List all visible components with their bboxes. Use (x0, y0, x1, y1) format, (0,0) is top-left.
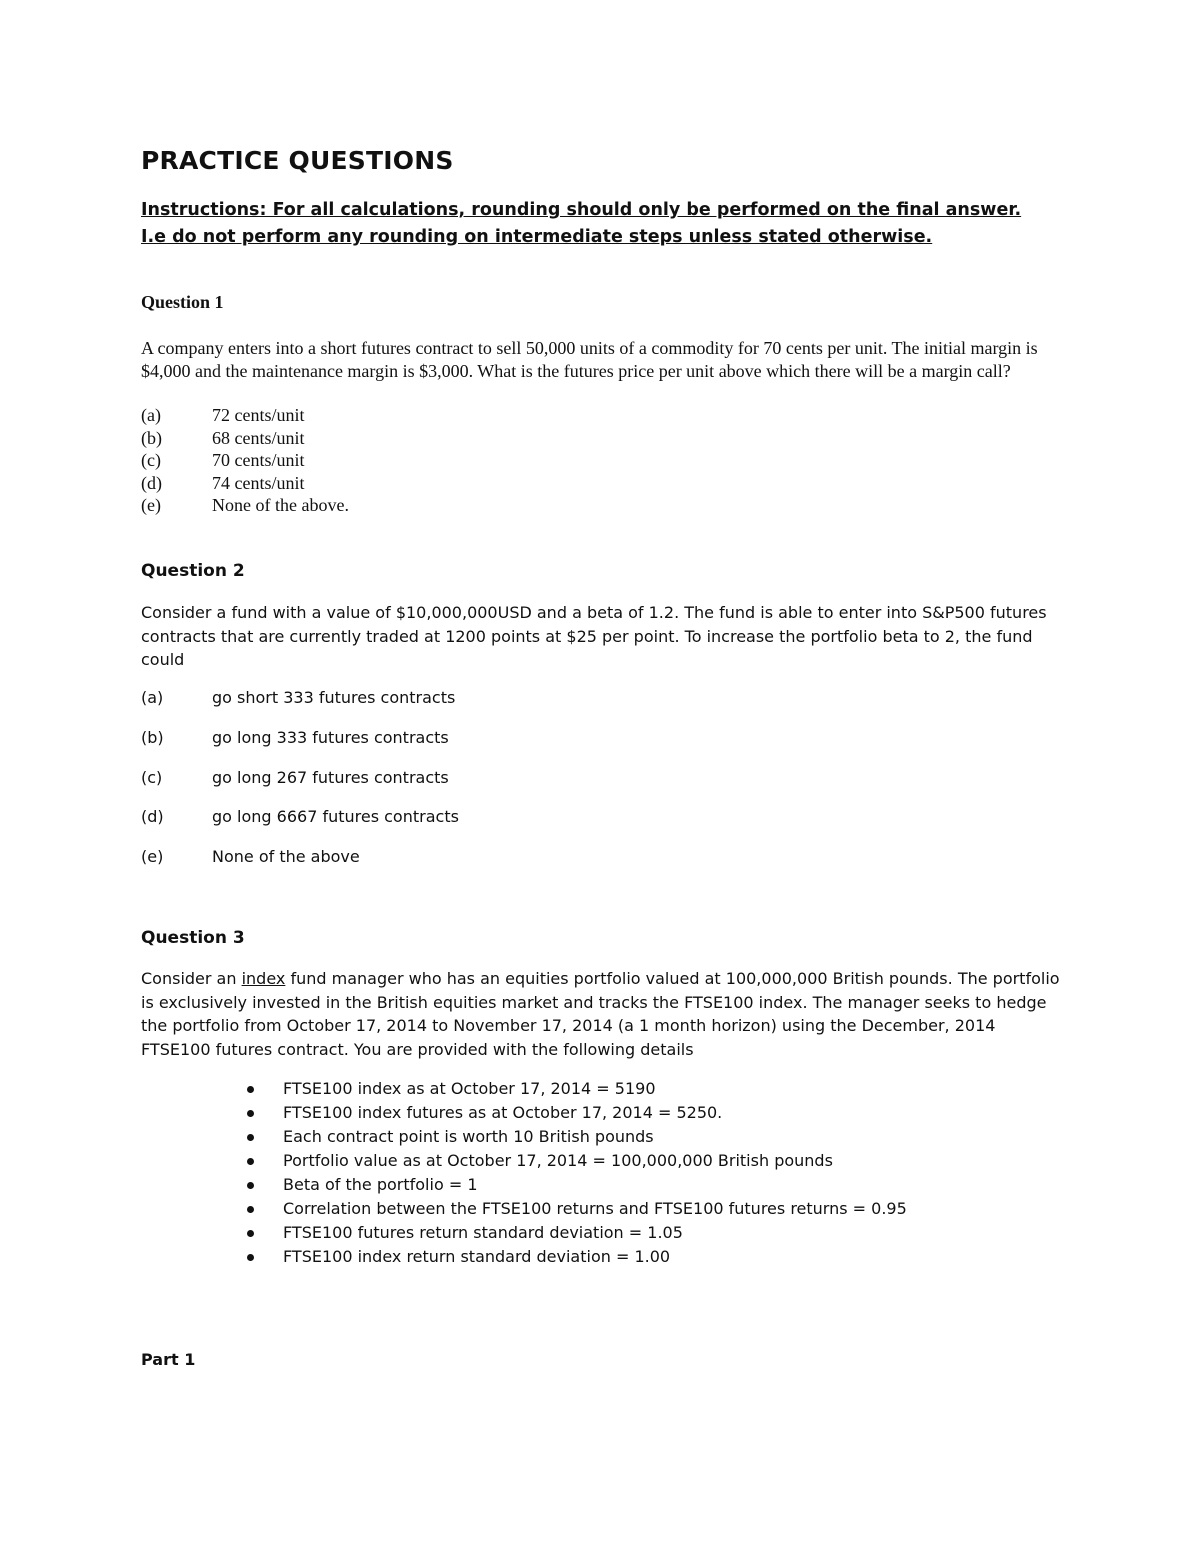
question-1-text: A company enters into a short futures contract to sell 50,000 units of a commodity for 70 cents per unit. The initial margin is $4,000 and the maintenance margin is $3,000. What is the futures price per unit above which there will be a margin call? (141, 338, 1038, 381)
option-text: 68 cents/unit (212, 427, 305, 448)
part-heading: Part 1 (141, 1350, 196, 1369)
list-item-text: Portfolio value as at October 17, 2014 = 100,000,000 British pounds (283, 1151, 833, 1170)
option-text: go long 6667 futures contracts (212, 807, 459, 826)
list-item-text: Correlation between the FTSE100 returns and FTSE100 futures returns = 0.95 (283, 1199, 907, 1218)
list-item (247, 1245, 907, 1269)
question-2-heading: Question 2 (141, 561, 245, 581)
option-text: 72 cents/unit (212, 405, 305, 425)
instructions: Instructions: For all calculations, rounding should only be performed on the final answer. I.e do not perform any rounding on intermediate steps unless stated otherwise. (141, 200, 1022, 247)
list-item (247, 1149, 907, 1173)
option-e (141, 494, 349, 517)
option-b (141, 728, 449, 747)
list-item-text: FTSE100 futures return standard deviation = 1.05 (283, 1223, 683, 1242)
list-item-text: FTSE100 index as at October 17, 2014 = 5190 (283, 1079, 656, 1098)
list-item (247, 1197, 907, 1221)
option-c (141, 768, 449, 787)
option-text: go short 333 futures contracts (212, 688, 456, 707)
list-item-text: Beta of the portfolio = 1 (283, 1175, 478, 1194)
list-item (247, 1101, 907, 1125)
bullet-icon (247, 1077, 283, 1101)
bullet-icon (247, 1245, 283, 1269)
list-item (247, 1221, 907, 1245)
option-text: None of the above (212, 847, 360, 866)
q3-text-start: Consider an (141, 969, 242, 988)
bullet-icon (247, 1197, 283, 1221)
list-item-text: Each contract point is worth 10 British pounds (283, 1127, 654, 1146)
option-d (141, 472, 349, 495)
option-text: go long 267 futures contracts (212, 768, 449, 787)
question-3-text (141, 967, 1061, 1061)
list-item (247, 1077, 907, 1101)
option-b (141, 427, 349, 450)
option-a (141, 404, 349, 427)
list-item (247, 1125, 907, 1149)
option-text: go long 333 futures contracts (212, 728, 449, 747)
list-item-text: FTSE100 index return standard deviation = 1.00 (283, 1247, 671, 1266)
question-1-heading: Question 1 (141, 292, 224, 312)
option-d (141, 807, 459, 826)
option-label: (a) (141, 688, 164, 707)
option-label: (b) (141, 427, 162, 448)
bullet-icon (247, 1101, 283, 1125)
option-label: (d) (141, 807, 164, 826)
option-label: (c) (141, 450, 161, 470)
option-label: (b) (141, 728, 164, 747)
option-label: (a) (141, 405, 161, 425)
option-a (141, 688, 455, 707)
bullet-icon (247, 1221, 283, 1245)
list-item (247, 1173, 907, 1197)
bullet-icon (247, 1149, 283, 1173)
option-label: (c) (141, 768, 163, 787)
page-title: PRACTICE QUESTIONS (141, 146, 454, 175)
option-label: (e) (141, 847, 164, 866)
option-e (141, 847, 360, 866)
question-1-options (141, 404, 349, 517)
option-label: (d) (141, 472, 162, 493)
q3-text-rest: fund manager who has an equities portfolio valued at 100,000,000 British pounds. The portfolio is exclusively invested in the British equities market and tracks the FTSE100 index. The manager seeks to hedge the portfolio from October 17, 2014 to November 17, 2014 (a 1 month horizon) using the December, 2014 FTSE100 futures contract. You are provided with the following details (141, 969, 1060, 1059)
option-text: 74 cents/unit (212, 472, 305, 493)
option-text: None of the above. (212, 495, 349, 515)
option-label: (e) (141, 495, 161, 515)
question-3-heading: Question 3 (141, 928, 245, 948)
question-2-text: Consider a fund with a value of $10,000,000USD and a beta of 1.2. The fund is able to enter into S&P500 futures contracts that are currently traded at 1200 points at $25 per point. To increase the portfolio beta to 2, the fund could (141, 603, 1047, 669)
question-3-details-list (247, 1077, 907, 1269)
option-c (141, 449, 349, 472)
list-item-text: FTSE100 index futures as at October 17, 2014 = 5250. (283, 1103, 723, 1122)
bullet-icon (247, 1125, 283, 1149)
option-text: 70 cents/unit (212, 450, 305, 470)
bullet-icon (247, 1173, 283, 1197)
q3-underlined-word: index (241, 969, 286, 988)
